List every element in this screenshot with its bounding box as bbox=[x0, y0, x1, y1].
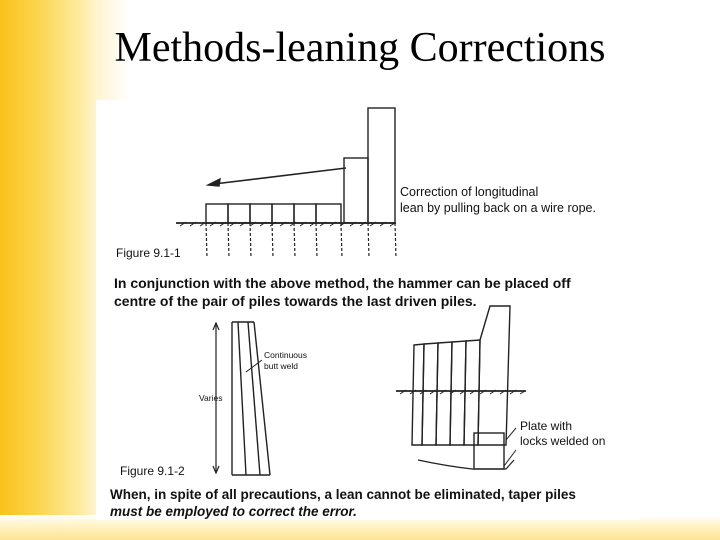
pile-8 bbox=[368, 108, 395, 223]
plate-label-line-1: Plate with bbox=[520, 419, 573, 433]
pile-diagrams bbox=[96, 100, 640, 520]
taper-pile-inner-left bbox=[238, 322, 246, 475]
paragraph-2-line-2: must be employed to correct the error. bbox=[110, 504, 357, 519]
paragraph-1-line-2: centre of the pair of piles towards the last driven piles. bbox=[114, 293, 477, 309]
pile-2 bbox=[228, 204, 250, 223]
weld-label-line-1: Continuous bbox=[264, 350, 308, 360]
pile-3 bbox=[250, 204, 272, 223]
plate-leader bbox=[506, 428, 516, 440]
figure-caption-bottom: Figure 9.1-2 bbox=[120, 464, 185, 478]
figure-caption-top: Figure 9.1-1 bbox=[116, 246, 181, 260]
scanned-figure bbox=[96, 100, 640, 520]
slide-title: Methods-leaning Corrections bbox=[114, 25, 606, 71]
varies-label: Varies bbox=[199, 393, 223, 403]
pile-7 bbox=[344, 158, 368, 223]
pile-4 bbox=[272, 204, 294, 223]
pile-6 bbox=[316, 204, 341, 223]
pile-1 bbox=[206, 204, 228, 223]
wire-rope-arrowhead bbox=[208, 179, 220, 186]
weld-label-line-2: butt weld bbox=[264, 361, 299, 371]
plate-label-line-2: locks welded on bbox=[520, 434, 606, 448]
lean-pile-6 bbox=[478, 306, 510, 445]
taper-pile-right-edge bbox=[254, 322, 270, 475]
paragraph-2-line-1: When, in spite of all precautions, a lean cannot be eliminated, taper piles bbox=[110, 487, 576, 502]
taper-pile-inner-right bbox=[248, 322, 260, 475]
annotation-line-1: Correction of longitudinal bbox=[400, 185, 539, 199]
paragraph-1-line-1: In conjunction with the above method, the hammer can be placed off bbox=[114, 275, 571, 291]
pile-5 bbox=[294, 204, 316, 223]
wire-rope bbox=[214, 168, 346, 184]
annotation-line-2: lean by pulling back on a wire rope. bbox=[400, 201, 596, 215]
pile-extensions-top bbox=[206, 223, 396, 258]
bottom-irregular-edge bbox=[418, 460, 514, 469]
